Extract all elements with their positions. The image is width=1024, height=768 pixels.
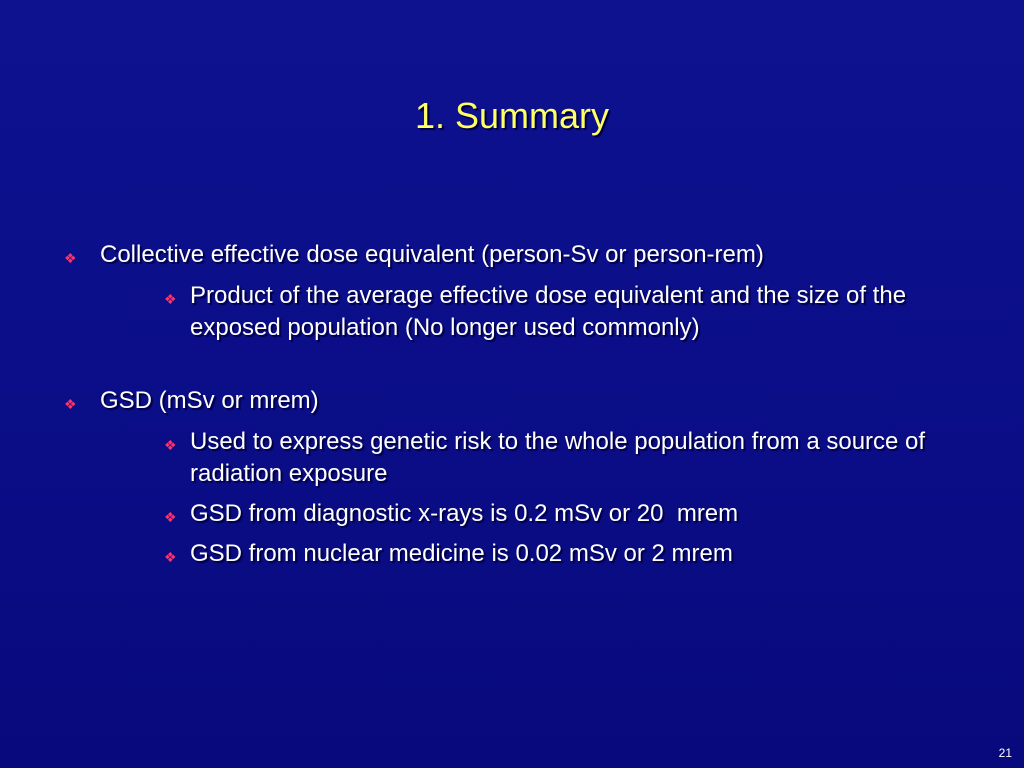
bullet-text: GSD (mSv or mrem) (100, 387, 319, 414)
diamond-bullet-icon: ❖ (164, 291, 177, 307)
diamond-bullet-icon: ❖ (164, 549, 177, 565)
sub-bullet-text: Used to express genetic risk to the whole population from a source of radiation exposure (190, 428, 926, 487)
bullet-text: Collective effective dose equivalent (person-Sv or person-rem) (100, 241, 764, 268)
sub-bullet-item (0, 426, 1024, 490)
diamond-bullet-icon: ❖ (64, 250, 77, 266)
sub-bullet-text: Product of the average effective dose equivalent and the size of the exposed population (No longer used commonly) (190, 282, 907, 341)
page-number: 21 (998, 746, 1012, 760)
slide-content (0, 238, 1024, 570)
sub-bullet-item (0, 280, 1024, 344)
diamond-bullet-icon: ❖ (164, 509, 177, 525)
bullet-item-gsd (0, 384, 1024, 418)
sub-bullet-item (0, 498, 1024, 530)
bullet-item-collective-dose (0, 238, 1024, 272)
diamond-bullet-icon: ❖ (164, 437, 177, 453)
slide-title: 1. Summary (414, 95, 610, 136)
sub-bullet-text: GSD from diagnostic x-rays is 0.2 mSv or 20 mrem (190, 500, 739, 527)
sub-bullet-text: GSD from nuclear medicine is 0.02 mSv or 2 mrem (190, 540, 733, 567)
sub-bullet-item (0, 538, 1024, 570)
diamond-bullet-icon: ❖ (64, 396, 77, 412)
